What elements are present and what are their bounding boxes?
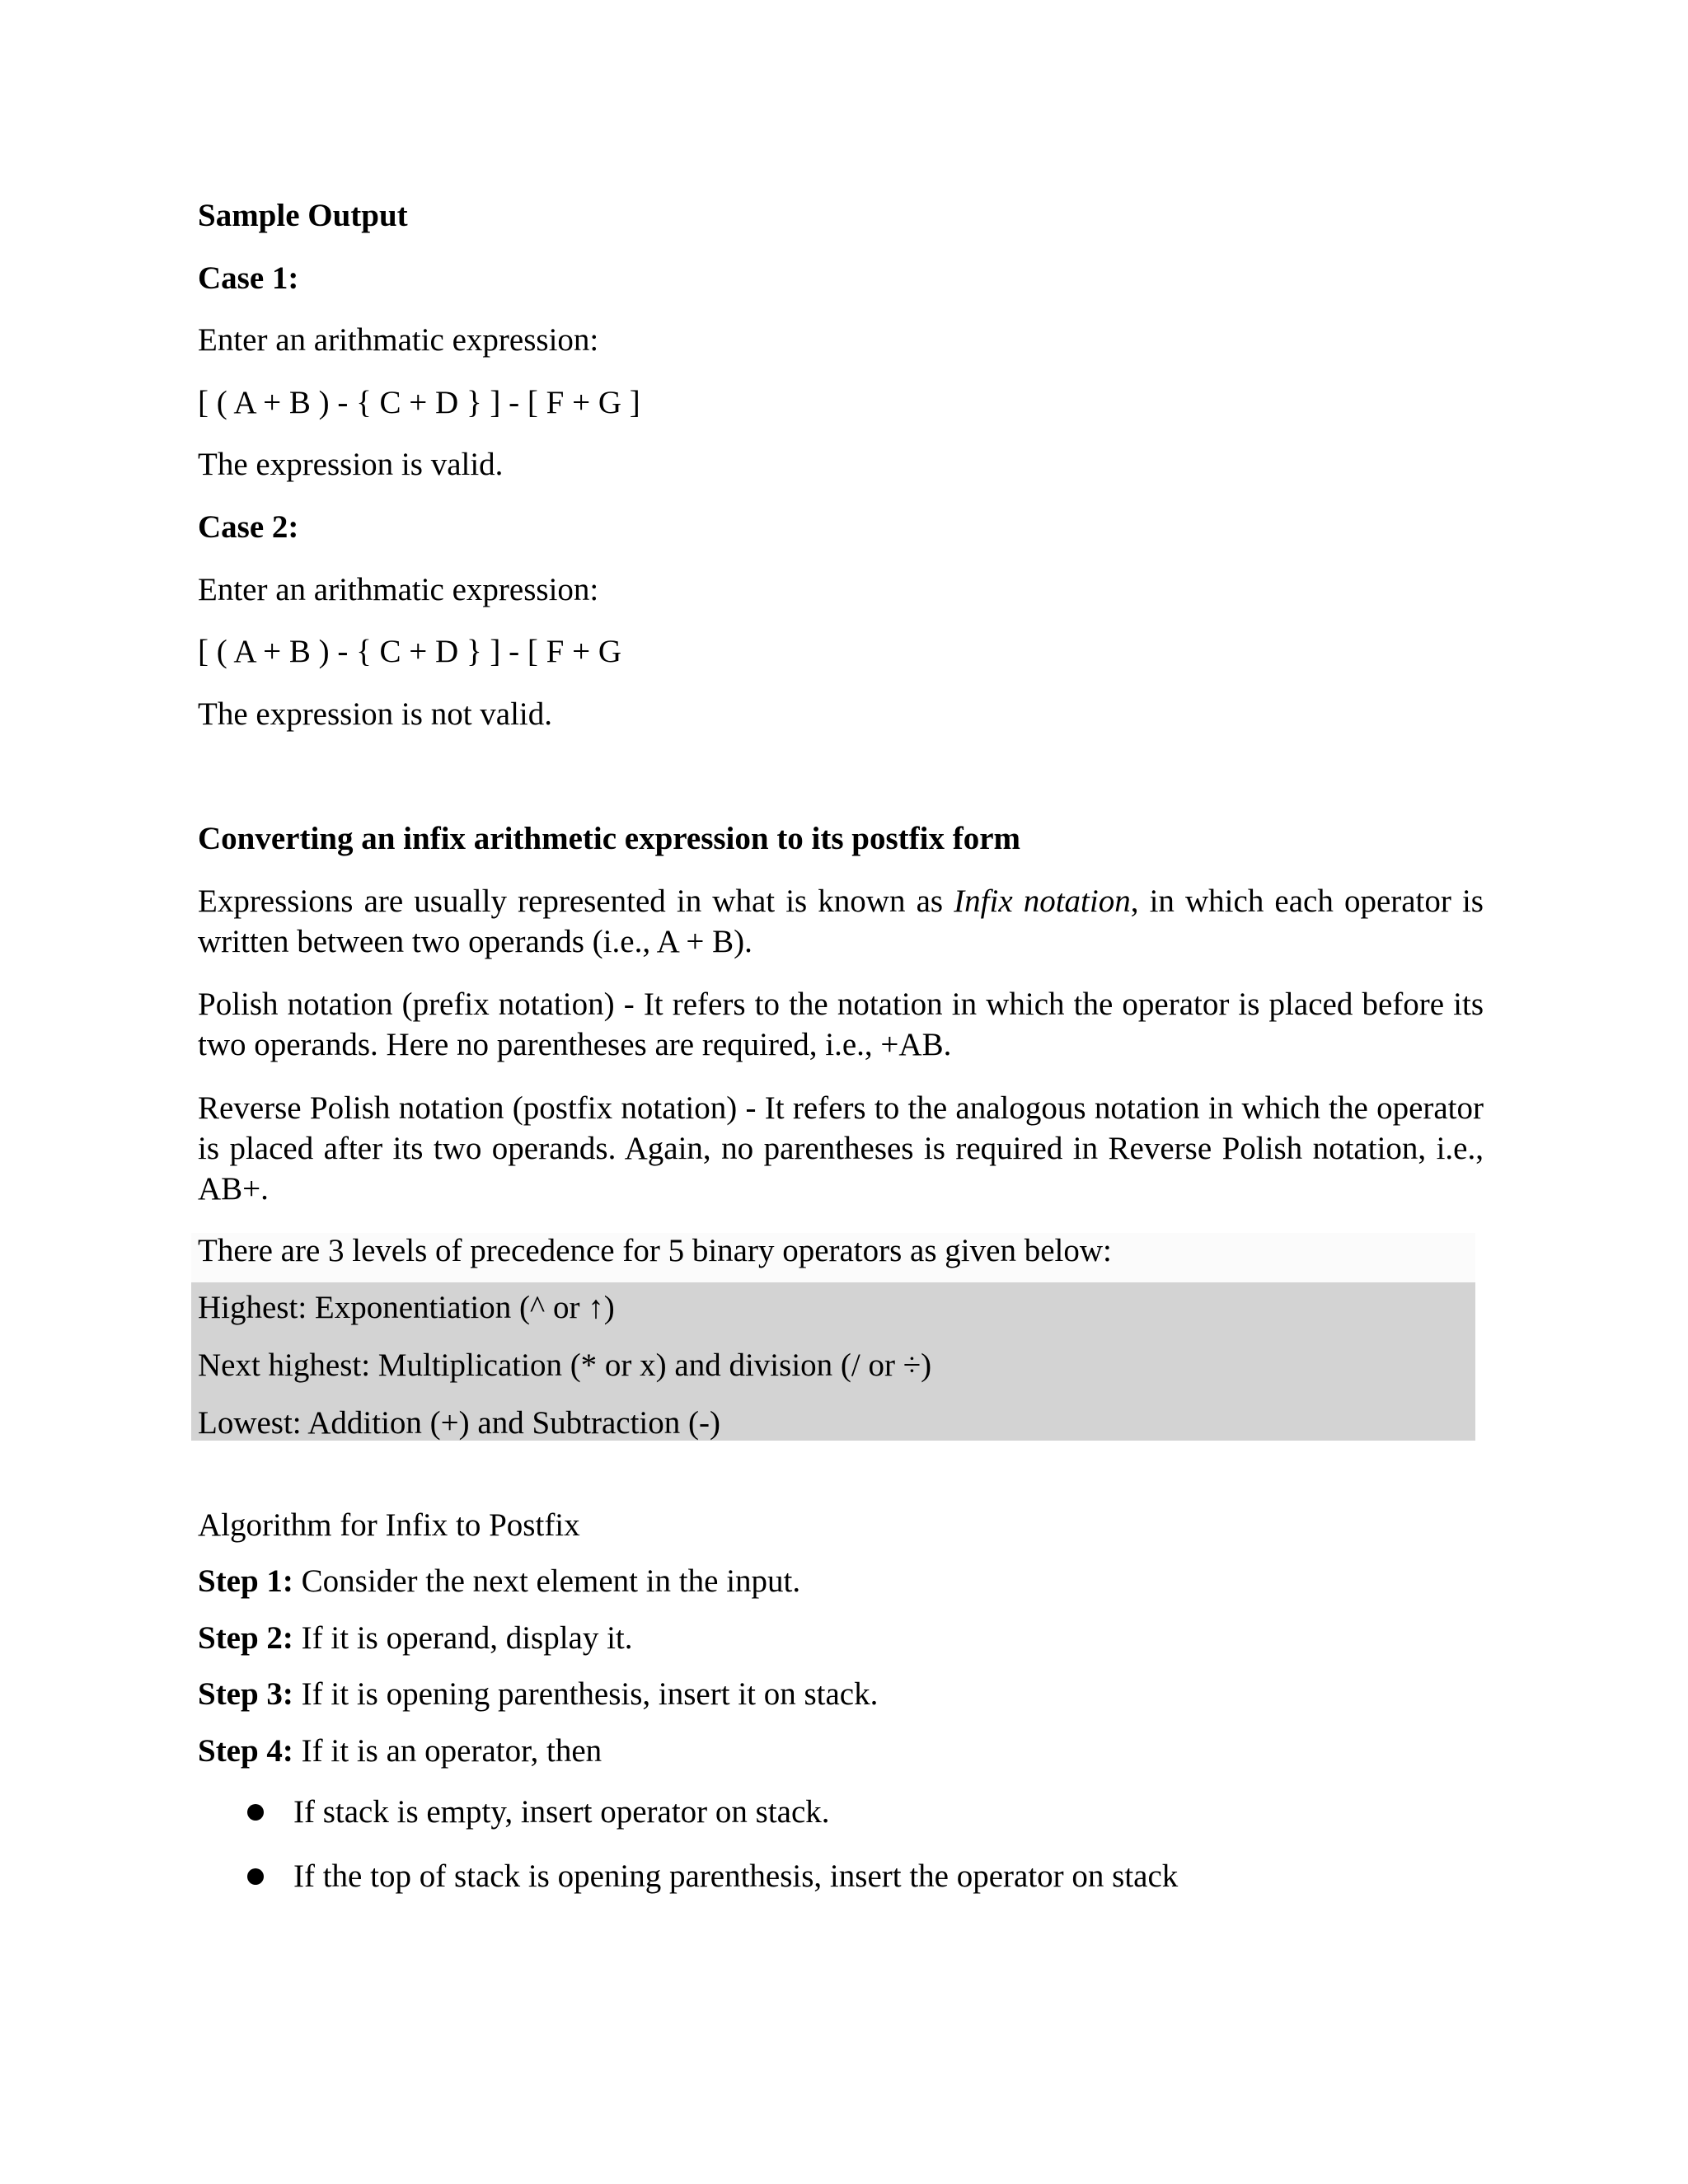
case1-result: The expression is valid. (198, 447, 504, 482)
reverse-polish-paragraph: Reverse Polish notation (postfix notation) - It refers to the analogous notation in which the operator is placed after its two operands. Again, no parentheses is required in Reverse Polish notation, i.e., AB+. (198, 1090, 1484, 1207)
polish-notation-paragraph: Polish notation (prefix notation) - It refers to the notation in which the operator is placed before its two operands. Here no parentheses are required, i.e., +AB. (198, 987, 1484, 1062)
step-1-text: Consider the next element in the input. (293, 1563, 801, 1599)
infix-text-start: Expressions are usually represented in what is known as (198, 883, 954, 919)
case1-label: Case 1: (198, 260, 299, 296)
case1-prompt: Enter an arithmatic expression: (198, 322, 599, 358)
step-4-text: If it is an operator, then (293, 1733, 603, 1769)
step-3-label: Step 3: (198, 1676, 293, 1712)
precedence-highest: Highest: Exponentiation (^ or ↑) (198, 1290, 615, 1325)
case2-label: Case 2: (198, 509, 299, 545)
step-3 (198, 1675, 878, 1714)
step-2 (198, 1619, 633, 1658)
bullet-item-opening-parenthesis: If the top of stack is opening parenthesis, insert the operator on stack (293, 1858, 1179, 1894)
sample-output-heading: Sample Output (198, 198, 408, 233)
infix-notation-term: Infix notation (954, 883, 1131, 919)
case2-result: The expression is not valid. (198, 696, 553, 732)
step-1 (198, 1562, 800, 1601)
bullet-icon (247, 1804, 264, 1821)
step-1-label: Step 1: (198, 1563, 293, 1599)
precedence-intro: There are 3 levels of precedence for 5 binary operators as given below: (198, 1233, 1112, 1268)
step-4-label: Step 4: (198, 1733, 293, 1769)
step-2-text: If it is operand, display it. (293, 1620, 633, 1656)
infix-paragraph (198, 881, 1484, 962)
infix-text-end: , in which each operator is written between two operands (i.e., A + B). (198, 883, 1484, 959)
precedence-lowest: Lowest: Addition (+) and Subtraction (-) (198, 1405, 720, 1441)
step-2-label: Step 2: (198, 1620, 293, 1656)
precedence-next-highest: Next highest: Multiplication (* or x) and division (/ or ÷) (198, 1347, 932, 1383)
conversion-heading: Converting an infix arithmetic expression to its postfix form (198, 821, 1021, 856)
step-3-text: If it is opening parenthesis, insert it on stack. (293, 1676, 879, 1712)
bullet-icon (247, 1868, 264, 1885)
case2-prompt: Enter an arithmatic expression: (198, 572, 599, 607)
case1-input: [ ( A + B ) - { C + D } ] - [ F + G ] (198, 385, 640, 420)
step-4 (198, 1732, 602, 1771)
bullet-item-empty-stack: If stack is empty, insert operator on stack. (293, 1794, 830, 1830)
algorithm-title: Algorithm for Infix to Postfix (198, 1507, 580, 1543)
case2-input: [ ( A + B ) - { C + D } ] - [ F + G (198, 634, 621, 669)
